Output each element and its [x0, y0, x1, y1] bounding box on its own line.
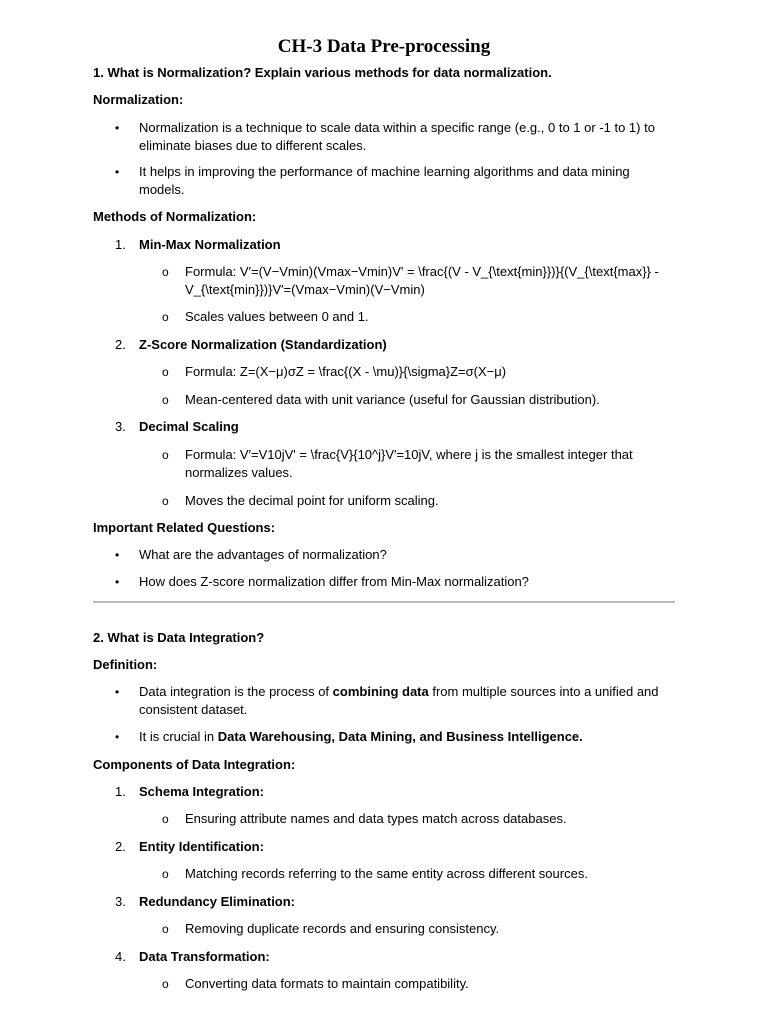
component-name: Schema Integration: — [139, 784, 264, 799]
list-number: 4. — [115, 949, 126, 964]
list-item — [139, 683, 669, 719]
sub-list-item: Moves the decimal point for uniform scaling. — [185, 493, 439, 508]
section-divider — [93, 601, 675, 603]
sub-list-item: Formula: V′=V10jV' = \frac{V}{10^j}V′=10jV, where j is the smallest integer that normalizes values. — [185, 447, 633, 480]
bold-text: Data Warehousing, Data Mining, and Business Intelligence. — [217, 729, 583, 744]
related-questions-label: Important Related Questions: — [93, 520, 276, 535]
sub-bullet-glyph: o — [162, 922, 169, 936]
text-run: Data integration is the process of — [139, 684, 333, 699]
sub-list-item: Formula: V′=(V−Vmin)(Vmax−Vmin)V' = \frac{(V - V_{\text{min}})}{(V_{\text{max}} - V_{\text{min}})}V′=(Vmax−Vmin)(V−Vmin) — [185, 264, 659, 297]
bullet-glyph: • — [115, 575, 120, 589]
sub-list-item: Mean-centered data with unit variance (useful for Gaussian distribution). — [185, 392, 600, 407]
sub-bullet-glyph: o — [162, 494, 169, 508]
component-name: Redundancy Elimination: — [139, 894, 296, 909]
list-number: 3. — [115, 894, 126, 909]
method-name: Min-Max Normalization — [139, 237, 281, 252]
list-number: 1. — [115, 237, 126, 252]
method-name: Z-Score Normalization (Standardization) — [139, 337, 387, 352]
list-number: 2. — [115, 839, 126, 854]
component-name: Entity Identification: — [139, 839, 264, 854]
list-item: How does Z-score normalization differ from Min-Max normalization? — [139, 574, 529, 589]
bullet-glyph: • — [115, 165, 120, 179]
definition-label: Definition: — [93, 657, 158, 672]
question-2-heading: 2. What is Data Integration? — [93, 630, 265, 645]
component-name: Data Transformation: — [139, 949, 270, 964]
sub-bullet-glyph: o — [162, 812, 169, 826]
bold-text: combining data — [332, 684, 429, 699]
list-item: Normalization is a technique to scale data within a specific range (e.g., 0 to 1 or -1 to 1) to eliminate biases due to different scales. — [139, 120, 655, 153]
text-run: It is crucial in — [139, 729, 218, 744]
bullet-glyph: • — [115, 121, 120, 135]
sub-list-item: Ensuring attribute names and data types match across databases. — [185, 811, 567, 826]
bullet-glyph: • — [115, 730, 120, 744]
list-number: 1. — [115, 784, 126, 799]
sub-bullet-glyph: o — [162, 310, 169, 324]
sub-list-item: Matching records referring to the same entity across different sources. — [185, 866, 588, 881]
sub-list-item: Removing duplicate records and ensuring consistency. — [185, 921, 500, 936]
sub-list-item: Converting data formats to maintain compatibility. — [185, 976, 469, 991]
question-1-heading: 1. What is Normalization? Explain various methods for data normalization. — [93, 65, 552, 80]
sub-bullet-glyph: o — [162, 365, 169, 379]
sub-list-item: Scales values between 0 and 1. — [185, 309, 369, 324]
sub-bullet-glyph: o — [162, 448, 169, 462]
page-title: CH-3 Data Pre-processing — [277, 36, 491, 57]
list-item: It helps in improving the performance of machine learning algorithms and data mining models. — [139, 164, 630, 197]
sub-bullet-glyph: o — [162, 265, 169, 279]
list-number: 3. — [115, 419, 126, 434]
text-run: from multiple sources into a unified and consistent dataset. — [139, 684, 659, 717]
methods-label: Methods of Normalization: — [93, 209, 257, 224]
components-label: Components of Data Integration: — [93, 757, 296, 772]
sub-list-item: Formula: Z=(X−μ)σZ = \frac{(X - \mu)}{\sigma}Z=σ(X−μ) — [185, 364, 507, 379]
sub-bullet-glyph: o — [162, 393, 169, 407]
method-name: Decimal Scaling — [139, 419, 239, 434]
list-number: 2. — [115, 337, 126, 352]
list-item — [139, 728, 669, 746]
sub-bullet-glyph: o — [162, 867, 169, 881]
list-item: What are the advantages of normalization? — [139, 547, 387, 562]
normalization-label: Normalization: — [93, 92, 184, 107]
bullet-glyph: • — [115, 548, 120, 562]
bullet-glyph: • — [115, 685, 120, 699]
sub-bullet-glyph: o — [162, 977, 169, 991]
